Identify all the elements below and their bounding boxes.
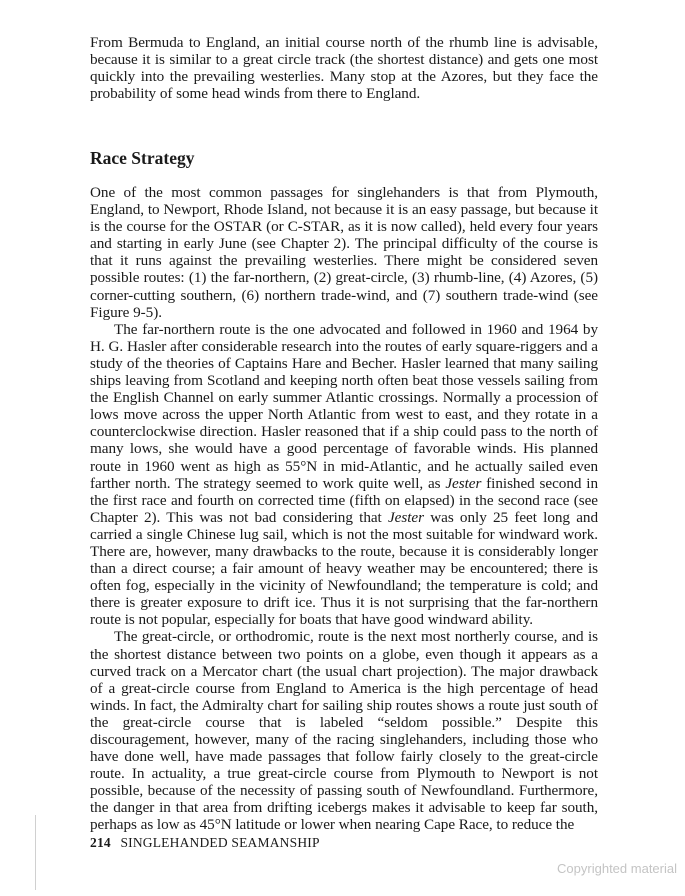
ship-name: Jester — [445, 474, 482, 492]
paragraph-routes: One of the most common passages for singlehanders is that from Plymouth, England, to Newport, Rhode Island, not because it is an easy passage, but because it is the course for the OSTAR (or C-STAR, as it is now called), held every four years and starting in early June (see Chapter 2). The principal difficulty of the course is that it runs against the prevailing westerlies. There might be considered seven possible routes: (1) the far-northern, (2) great-circle, (3) rhumb-line, (4) Azores, (5) corner-cutting southern, (6) northern trade-wind, and (7) southern trade-wind (see Figure 9-5). — [90, 184, 598, 321]
copyright-watermark: Copyrighted material — [557, 861, 677, 876]
section-heading: Race Strategy — [90, 148, 195, 168]
page-number: 214 — [90, 835, 111, 850]
ship-name: Jester — [387, 508, 424, 526]
paragraph-text: finished second in the first race and fourth on corrected time (fifth on elapsed) in the second race (see Chapter 2). This was not bad considering that — [90, 474, 598, 526]
intro-paragraph: From Bermuda to England, an initial course north of the rhumb line is advisable, because it is similar to a great circle track (the shortest distance) and gets one most quickly into the prevailing westerlies. Many stop at the Azores, but they face the probability of some head winds from there to England. — [90, 34, 598, 103]
page-footer — [90, 835, 320, 851]
margin-rule — [35, 815, 36, 890]
section-body — [90, 184, 598, 834]
paragraph-far-northern — [90, 321, 598, 629]
paragraph-great-circle: The great-circle, or orthodromic, route is the next most northerly course, and is the shortest distance between two points on a globe, even though it appears as a curved track on a Mercator chart (the usual chart projection). The major drawback of a great-circle course from England to America is the high percentage of head winds. In fact, the Admiralty chart for sailing ship routes shows a route just south of the great-circle course that is labeled “seldom possible.” Despite this discouragement, however, many of the racing singlehanders, including those who have done well, have made passages that follow fairly closely to the great-circle route. In actuality, a true great-circle course from Plymouth to Newport is not possible, because of the necessity of passing south of Newfoundland. Furthermore, the danger in that area from drifting icebergs makes it advisable to keep far south, perhaps as low as 45°N latitude or lower when nearing Cape Race, to reduce the — [90, 628, 598, 834]
paragraph-text: was only 25 feet long and carried a single Chinese lug sail, which is not the most suitable for windward work. There are, however, many drawbacks to the route, because it is considerably longer than a direct course; a fair amount of heavy weather may be encountered; there is often fog, especially in the vicinity of Newfoundland; the temperature is cold; and there is greater exposure to drift ice. Thus it is not surprising that the far-northern route is not popular, especially for boats that have good windward ability. — [90, 508, 598, 629]
paragraph-text: The far-northern route is the one advocated and followed in 1960 and 1964 by H. G. Hasler after considerable research into the routes of early square-riggers and a study of the theories of Captains Hare and Becher. Hasler learned that many sailing ships leaving from Scotland and keeping north often beat those vessels sailing from the English Channel on early summer Atlantic crossings. Normally a procession of lows move across the upper North Atlantic from west to east, and they rotate in a counterclockwise direction. Hasler reasoned that if a ship could pass to the north of many lows, she would have a good percentage of favorable winds. His planned route in 1960 went as high as 55°N in mid-Atlantic, and he actually sailed even farther north. The strategy seemed to work quite well, as — [90, 320, 598, 492]
running-title: SINGLEHANDED SEAMANSHIP — [120, 835, 320, 850]
